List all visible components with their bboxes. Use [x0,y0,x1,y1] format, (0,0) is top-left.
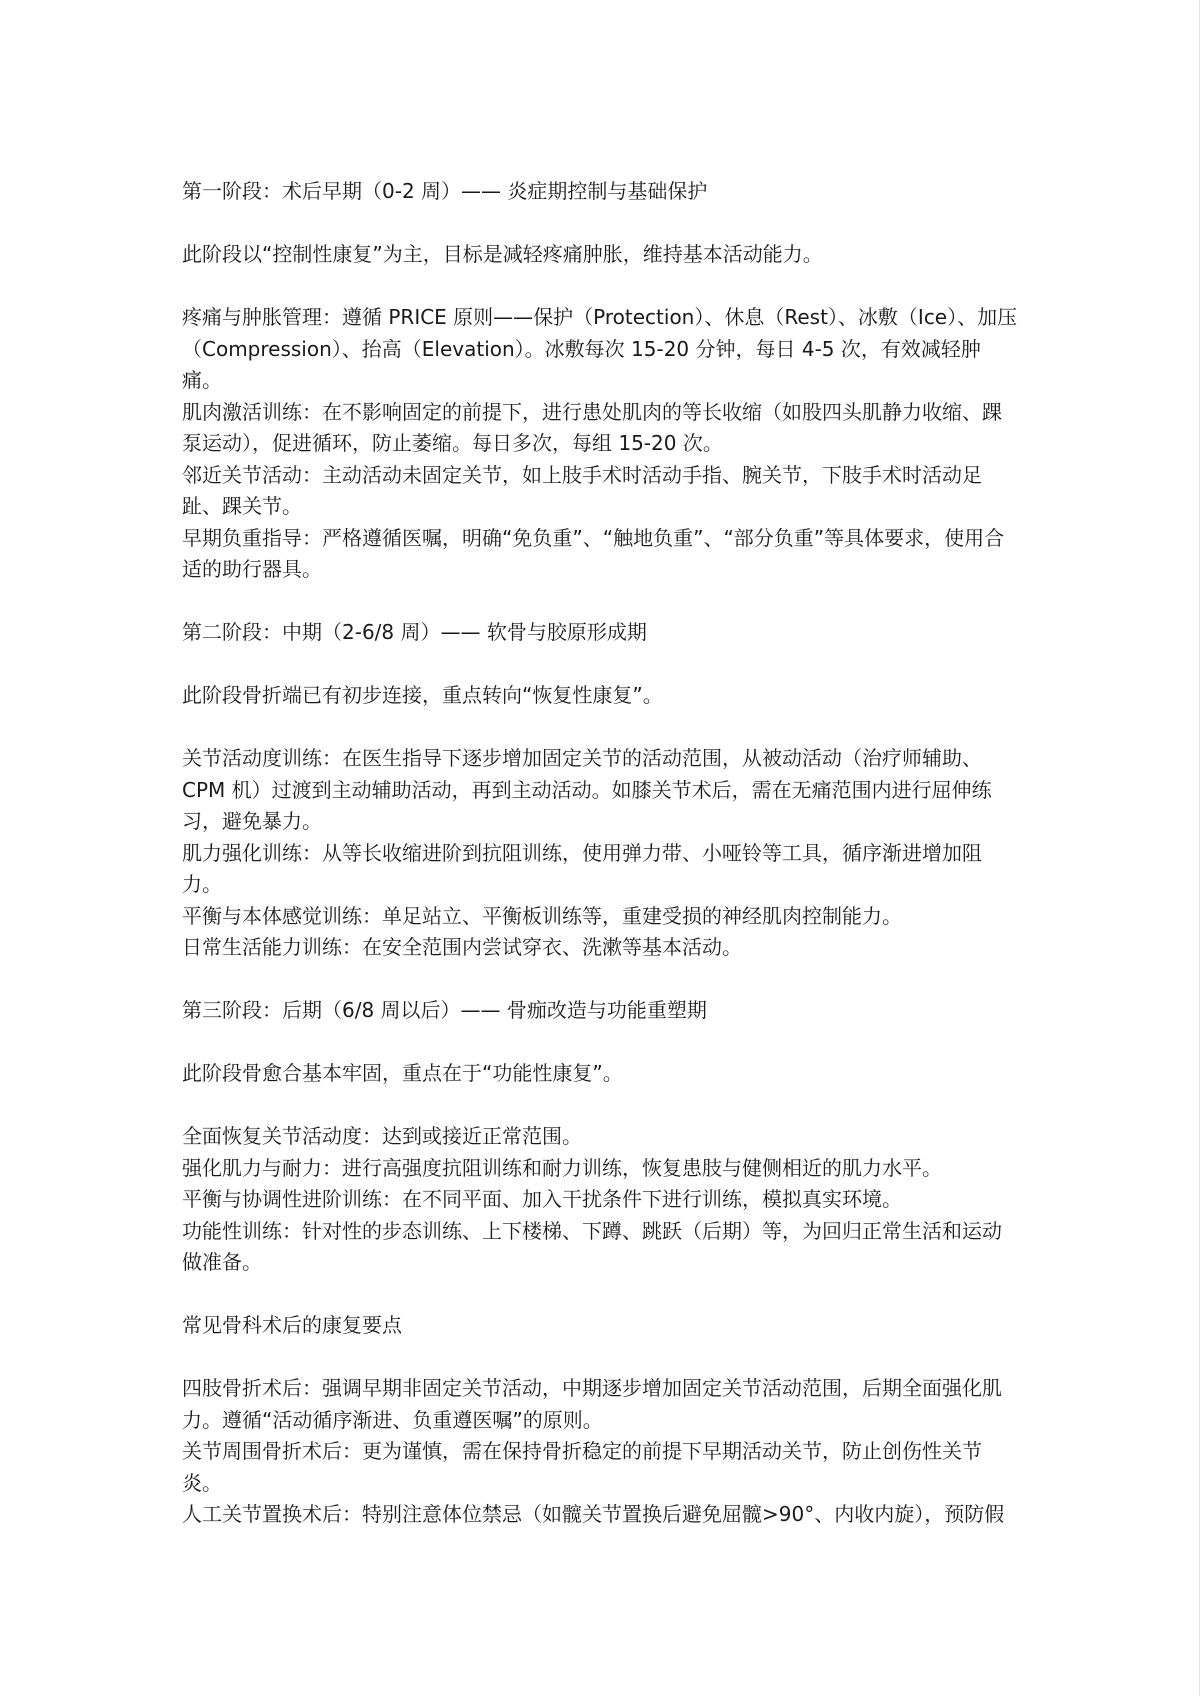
list-item: 疼痛与肿胀管理：遵循 PRICE 原则——保护（Protection）、休息（Rest）、冰敷（Ice）、加压（Compression）、抬高（Elevation）。冰敷每次 15-20 分钟，每日 4-5 次，有效减轻肿痛。 [182,305,1018,392]
list-item: 人工关节置换术后：特别注意体位禁忌（如髋关节置换后避免屈髋>90°、内收内旋），预防假 [182,1502,1005,1526]
document-body [182,176,1018,1531]
list-item: 四肢骨折术后：强调早期非固定关节活动，中期逐步增加固定关节活动范围，后期全面强化肌力。遵循“活动循序渐进、负重遵医嘱”的原则。 [182,1376,1002,1432]
list-item: 早期负重指导：严格遵循医嘱，明确“免负重”、“触地负重”、“部分负重”等具体要求，使用合适的助行器具。 [182,525,1005,581]
list-item: 肌肉激活训练：在不影响固定的前提下，进行患处肌肉的等长收缩（如股四头肌静力收缩、踝泵运动），促进循环，防止萎缩。每日多次，每组 15-20 次。 [182,399,1002,455]
stage-intro: 此阶段骨愈合基本牢固，重点在于“功能性康复”。 [182,1061,623,1085]
list-item: 强化肌力与耐力：进行高强度抗阻训练和耐力训练，恢复患肢与健侧相近的肌力水平。 [182,1155,942,1180]
stage-heading: 第一阶段：术后早期（0-2 周）—— 炎症期控制与基础保护 [182,179,708,203]
list-item: 邻近关节活动：主动活动未固定关节，如上肢手术时活动手指、腕关节，下肢手术时活动足趾、踝关节。 [182,462,982,518]
stage-heading: 第三阶段：后期（6/8 周以后）—— 骨痂改造与功能重塑期 [182,998,707,1022]
list-item: 平衡与协调性进阶训练：在不同平面、加入干扰条件下进行训练，模拟真实环境。 [182,1187,902,1211]
list-item: 平衡与本体感觉训练：单足站立、平衡板训练等，重建受损的神经肌肉控制能力。 [182,903,902,928]
stage-intro: 此阶段骨折端已有初步连接，重点转向“恢复性康复”。 [182,683,663,707]
stage-intro: 此阶段以“控制性康复”为主，目标是减轻疼痛肿胀，维持基本活动能力。 [182,242,823,266]
list-item: 日常生活能力训练：在安全范围内尝试穿衣、洗漱等基本活动。 [182,935,742,959]
list-item: 关节周围骨折术后：更为谨慎，需在保持骨折稳定的前提下早期活动关节，防止创伤性关节炎。 [182,1439,982,1495]
list-item: 全面恢复关节活动度：达到或接近正常范围。 [182,1124,582,1148]
list-item: 功能性训练：针对性的步态训练、上下楼梯、下蹲、跳跃（后期）等，为回归正常生活和运动做准备。 [182,1218,1002,1274]
list-item: 关节活动度训练：在医生指导下逐步增加固定关节的活动范围，从被动活动（治疗师辅助、CPM 机）过渡到主动辅助活动，再到主动活动。如膝关节术后，需在无痛范围内进行屈伸练习，避免暴力。 [182,746,992,833]
stage-heading: 第二阶段：中期（2-6/8 周）—— 软骨与胶原形成期 [182,620,647,644]
list-item: 肌力强化训练：从等长收缩进阶到抗阻训练，使用弹力带、小哑铃等工具，循序渐进增加阻力。 [182,840,982,896]
section-heading: 常见骨科术后的康复要点 [182,1313,402,1337]
